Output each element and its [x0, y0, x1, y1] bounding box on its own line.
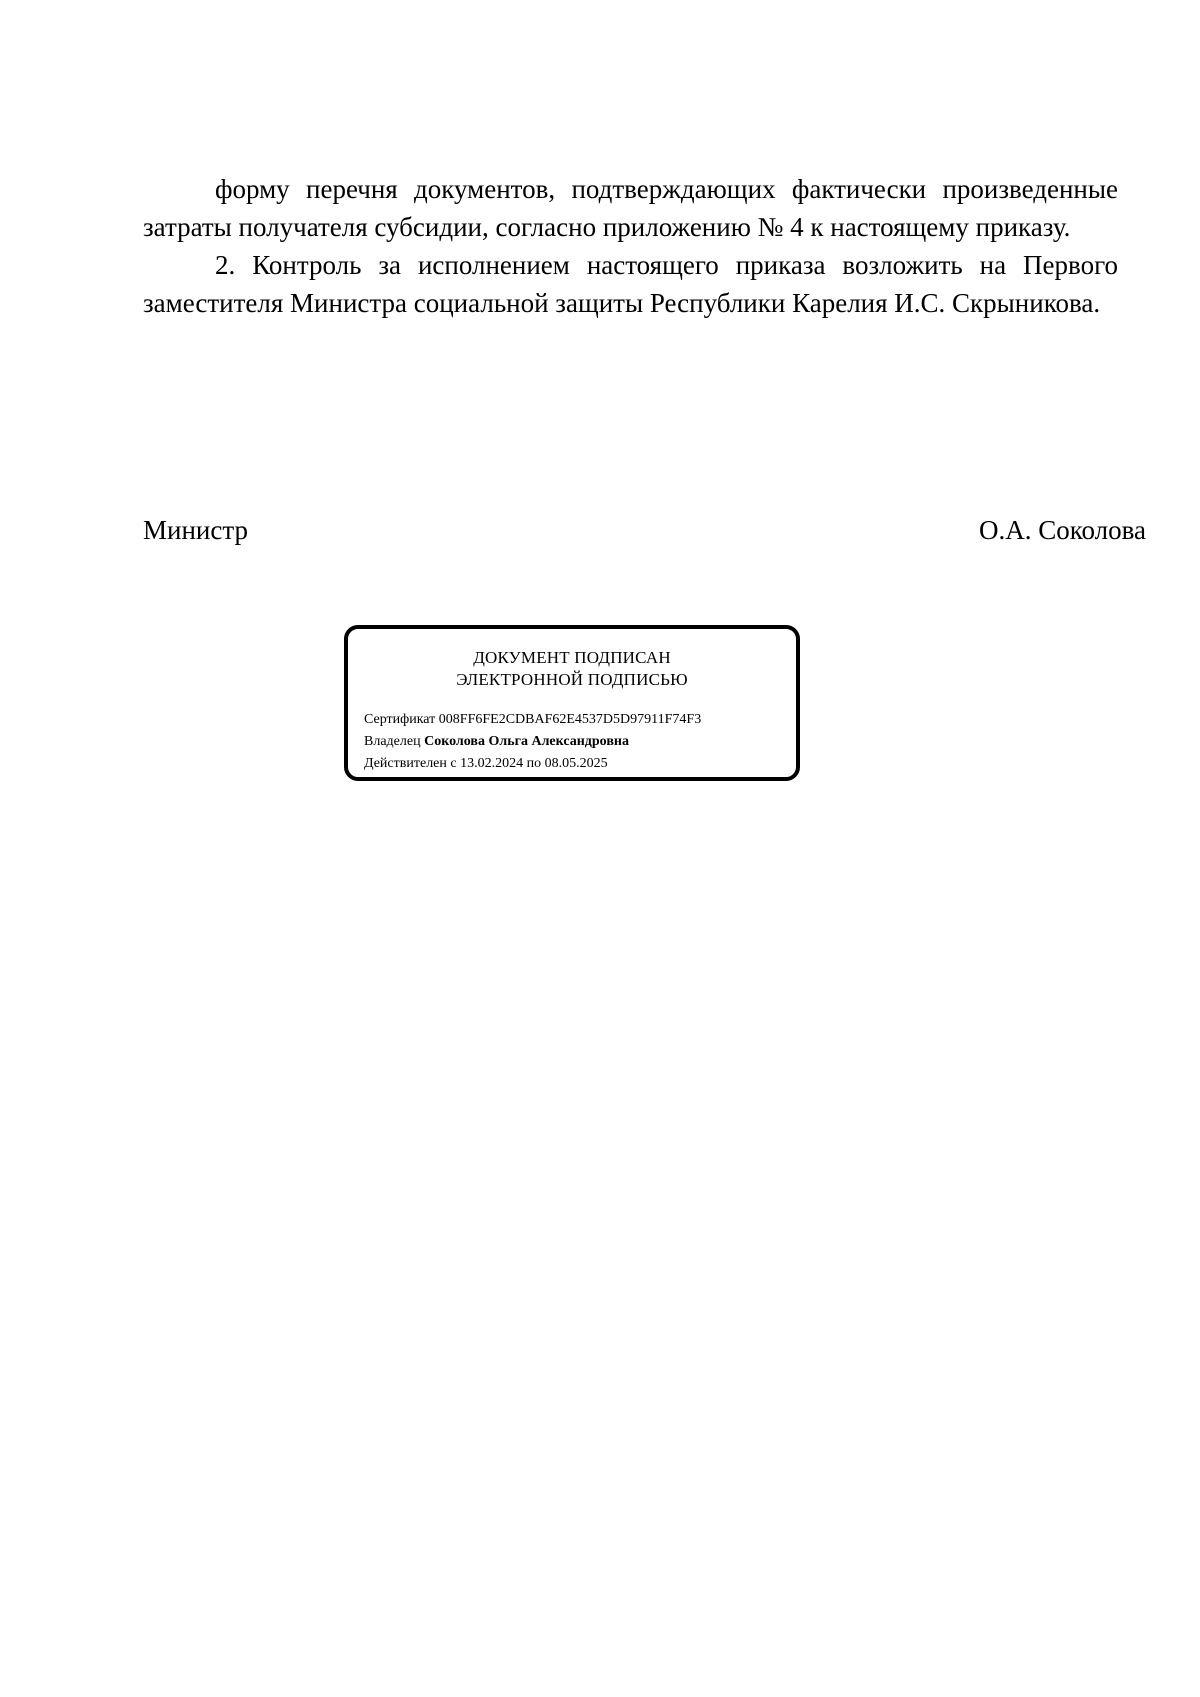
stamp-certificate-row [364, 711, 701, 729]
stamp-certificate-value: 008FF6FE2CDBAF62E4537D5D97911F74F3 [438, 712, 702, 727]
stamp-valid-label: Действителен с [364, 756, 457, 771]
signatory-name: О.А. Соколова [979, 515, 1146, 545]
stamp-valid-from: 13.02.2024 [460, 756, 524, 771]
stamp-validity-row [364, 755, 608, 773]
stamp-certificate-label: Сертификат [364, 712, 436, 727]
stamp-title [348, 647, 796, 691]
stamp-owner-value: Соколова Ольга Александровна [424, 734, 629, 749]
paragraph-control-clause: 2. Контроль за исполнением настоящего приказа возложить на Первого заместителя Министра социальной защиты Республики Карелия И.С. Скрыникова. [143, 250, 1118, 318]
signatory-position: Министр [143, 515, 248, 545]
paragraph-document-list-form: форму перечня документов, подтверждающих фактически произведенные затраты получателя субсидии, согласно приложению № 4 к настоящему приказу. [143, 174, 1118, 242]
document-body [143, 170, 1118, 322]
stamp-title-line-1: ДОКУМЕНТ ПОДПИСАН [473, 648, 671, 667]
stamp-owner-row [364, 733, 629, 751]
stamp-valid-to-label: по [526, 756, 542, 771]
stamp-owner-label: Владелец [364, 734, 421, 749]
stamp-valid-to: 08.05.2025 [544, 756, 608, 771]
signature-line [143, 511, 1146, 549]
stamp-title-line-2: ЭЛЕКТРОННОЙ ПОДПИСЬЮ [456, 670, 688, 689]
electronic-signature-stamp [344, 625, 800, 781]
